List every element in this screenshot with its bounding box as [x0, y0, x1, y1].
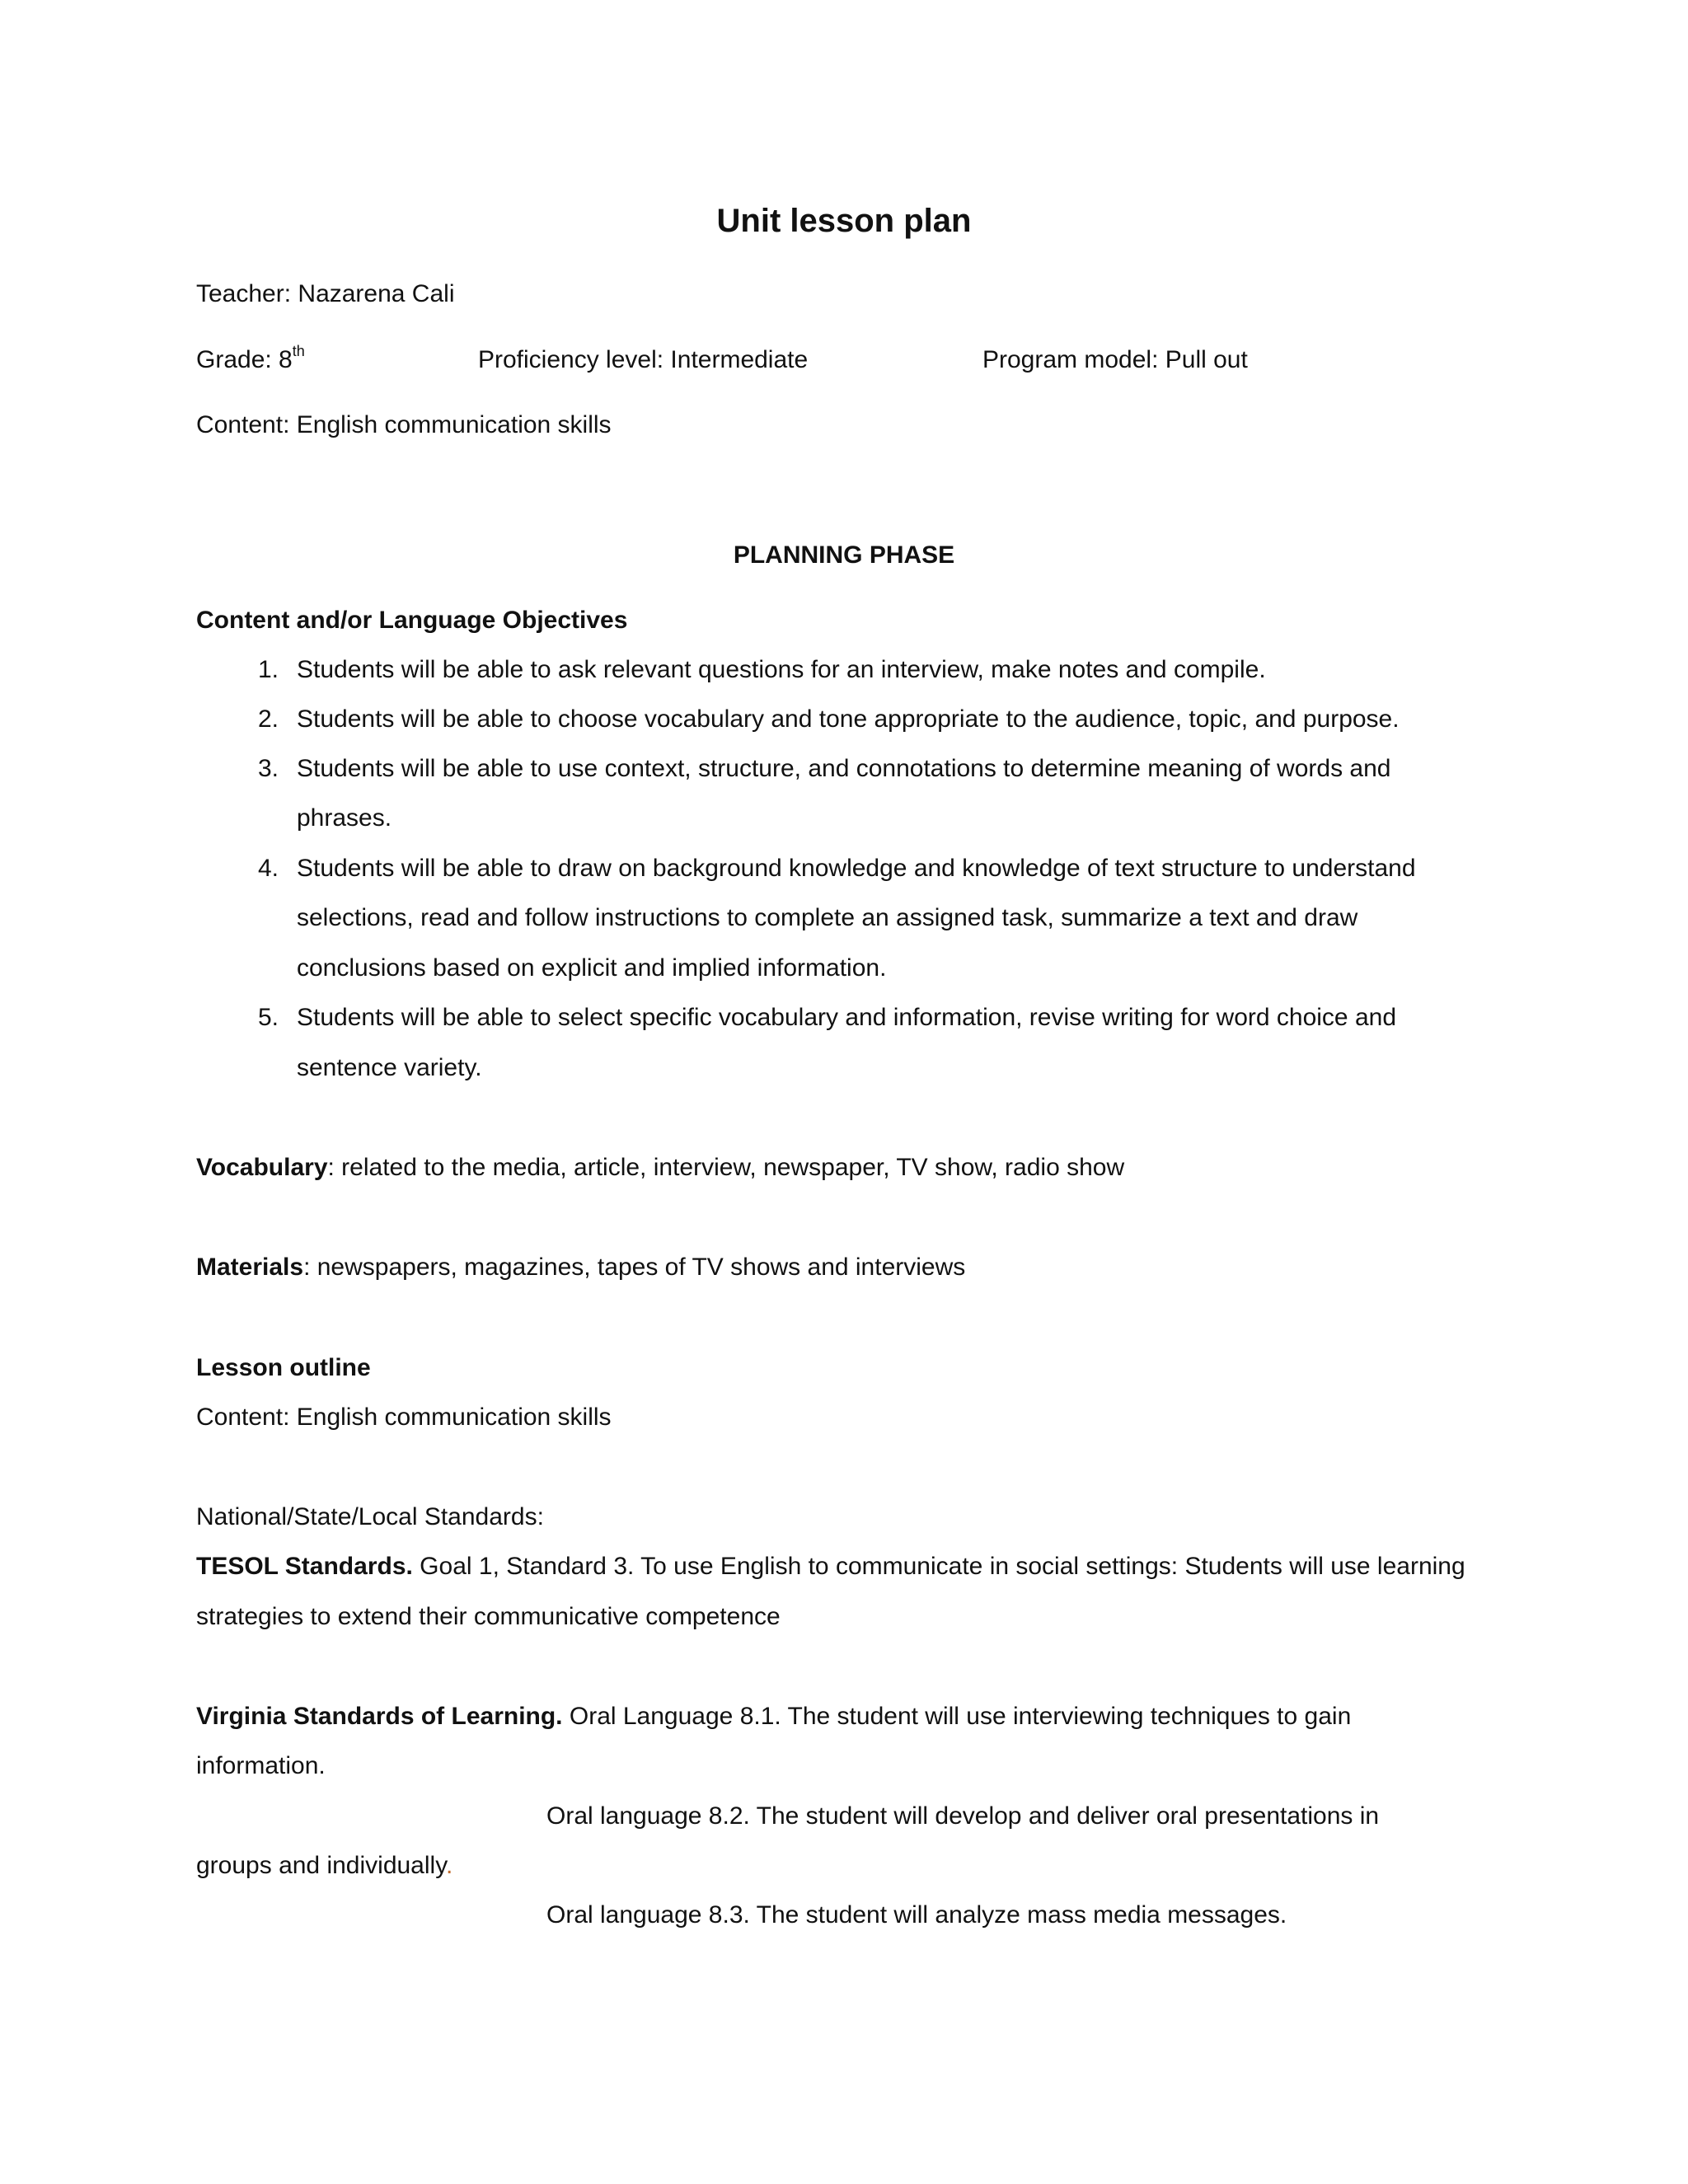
virginia-standards-continued: information.	[196, 1752, 326, 1779]
objective-text-continued: selections, read and follow instructions to complete an assigned task, summarize a text and draw	[297, 904, 1358, 931]
objectives-heading: Content and/or Language Objectives	[196, 607, 628, 634]
materials-text: : newspapers, magazines, tapes of TV shows and interviews	[303, 1254, 966, 1281]
vocabulary-line	[196, 1151, 1124, 1184]
materials-label: Materials	[196, 1254, 304, 1281]
objective-text: Students will be able to use context, structure, and connotations to determine meaning of words and	[297, 755, 1391, 782]
objective-item-1	[0, 654, 1688, 687]
oral-language-8-3: Oral language 8.3. The student will analyze mass media messages.	[546, 1901, 1287, 1929]
oral-language-8-2-continued	[196, 1849, 452, 1882]
lesson-outline-heading: Lesson outline	[196, 1354, 371, 1381]
objective-text-continued: sentence variety.	[297, 1054, 482, 1081]
oral-language-8-2-period: .	[445, 1852, 453, 1879]
grade-line	[196, 344, 305, 377]
vocabulary-label: Vocabulary	[196, 1154, 328, 1181]
objective-text: Students will be able to draw on background knowledge and knowledge of text structure to understand	[297, 855, 1416, 882]
objective-item-4	[0, 852, 1688, 885]
objective-text: Students will be able to choose vocabulary and tone appropriate to the audience, topic, and purpose.	[297, 705, 1400, 733]
vocabulary-text: : related to the media, article, interview, newspaper, TV show, radio show	[327, 1154, 1125, 1181]
standards-heading: National/State/Local Standards:	[196, 1503, 544, 1530]
objective-number: 1.	[257, 656, 279, 683]
objective-number: 5.	[257, 1004, 279, 1031]
objective-text-continued: conclusions based on explicit and implied information.	[297, 954, 887, 982]
oral-language-8-2: Oral language 8.2. The student will develop and deliver oral presentations in	[546, 1802, 1380, 1830]
document-title: Unit lesson plan	[716, 203, 972, 239]
objective-number: 3.	[257, 755, 279, 782]
virginia-standards-text: Oral Language 8.1. The student will use interviewing techniques to gain	[562, 1703, 1352, 1730]
planning-phase-heading: PLANNING PHASE	[733, 541, 955, 569]
objective-text: Students will be able to select specific vocabulary and information, revise writing for word choice and	[297, 1004, 1397, 1031]
objective-text-continued: phrases.	[297, 804, 392, 832]
tesol-standards-text: Goal 1, Standard 3. To use English to communicate in social settings: Students will use learning	[412, 1553, 1465, 1580]
lesson-outline-content: Content: English communication skills	[196, 1404, 612, 1431]
content-line: Content: English communication skills	[196, 411, 612, 438]
grade-suffix: th	[292, 343, 305, 359]
proficiency-line: Proficiency level: Intermediate	[478, 346, 809, 373]
objective-number: 4.	[257, 855, 279, 882]
program-model-line: Program model: Pull out	[982, 346, 1248, 373]
objective-item-5	[0, 1001, 1688, 1034]
tesol-standards-continued: strategies to extend their communicative competence	[196, 1603, 781, 1630]
objective-item-3	[0, 752, 1688, 785]
virginia-standards-label: Virginia Standards of Learning.	[196, 1703, 563, 1730]
tesol-standards-label: TESOL Standards.	[196, 1553, 413, 1580]
virginia-standards-line	[196, 1700, 1351, 1733]
materials-line	[196, 1251, 965, 1284]
oral-language-8-2-text: groups and individually	[196, 1852, 446, 1879]
objective-item-2	[0, 703, 1688, 736]
tesol-standards-line	[196, 1550, 1465, 1583]
teacher-line: Teacher: Nazarena Cali	[196, 280, 455, 307]
objective-text: Students will be able to ask relevant questions for an interview, make notes and compile.	[297, 656, 1266, 683]
grade-label: Grade: 8	[196, 346, 293, 373]
objective-number: 2.	[257, 705, 279, 733]
